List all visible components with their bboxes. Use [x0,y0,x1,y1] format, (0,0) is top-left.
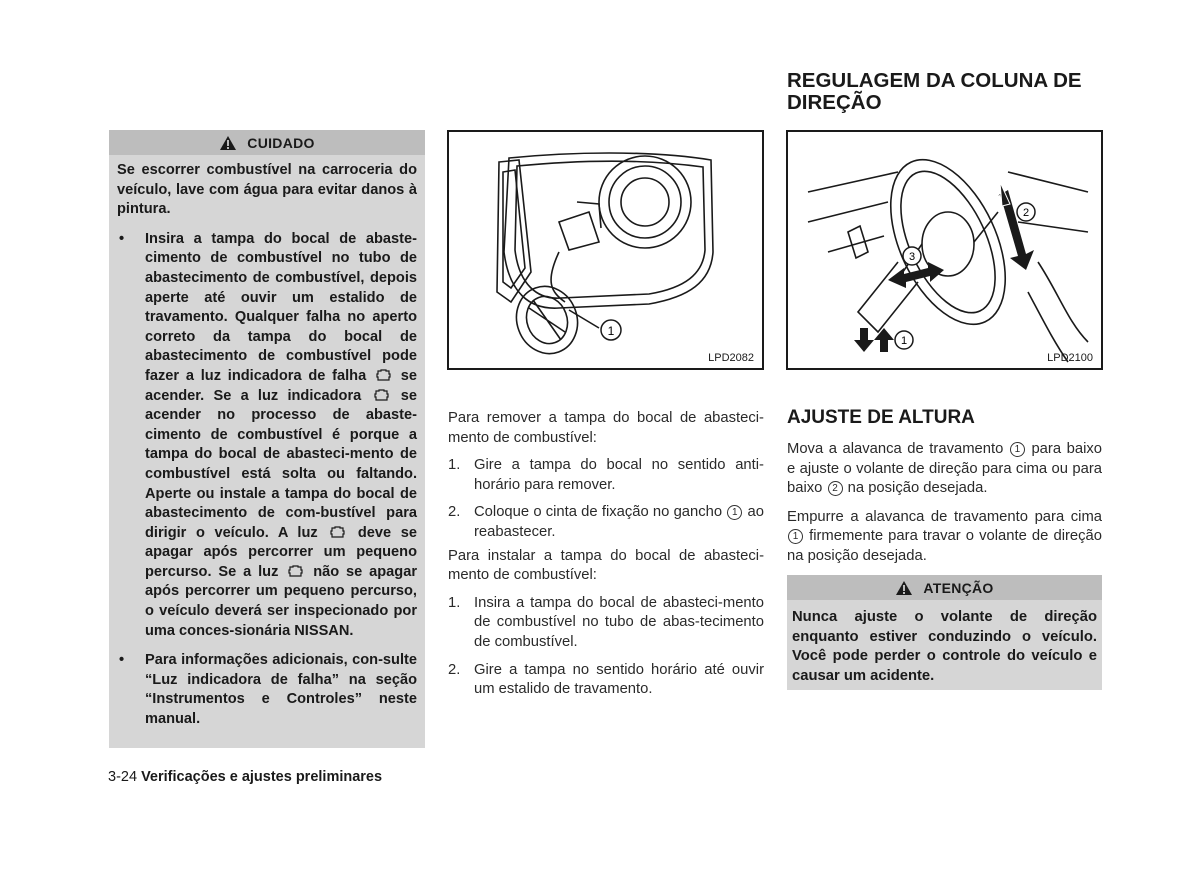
fuel-cap-instructions [448,409,764,700]
caution-bullet-fuel-cap: • Insira a tampa do bocal de abaste-cimento de combustível no tubo de abastecimento de combustível, depois aperte até ouvir um estalido de travamento. Qualquer falha no aperto correto da tampa do bocal de abastecimento de combustível pode fazer a luz indicadora de falha se acender. Se a luz indicadora se acender no processo de abaste-cimento de combustível é porque a tampa do bocal de abasteci-mento de combustível está solta ou faltando. Aperte ou instale a tampa do bocal de abastecimento de com-bustível para dirigir o veículo. A luz deve se apagar após percorrer um pequeno percurso. Se a luz não se apagar após percorrer um pequeno percurso, o veículo deverá ser inspecionado por uma conces-sionária NISSAN. [119,230,417,639]
section-name: Verificações e ajustes preliminares [141,769,383,785]
fuel-cap-figure [447,130,764,370]
warning-triangle-icon [895,580,913,596]
fuel-cap-illustration [449,132,762,368]
malfunction-indicator-icon [375,368,392,382]
page-number: 3-24 [108,769,138,785]
bullet1-text-d: deve se apagar após percorrer um pequeno percurso. Se a luz [145,524,417,580]
bullet1-text-e: não se apagar após percorrer um pequeno percurso, o veículo deverá ser inspecionado por uma conces-sionária NISSAN. [145,563,417,639]
fig1-callout-1: 1 [607,324,615,338]
fig2-callout-1: 1 [900,335,908,347]
fig2-callout-2: 2 [1022,207,1030,219]
warning-triangle-icon [219,135,237,151]
section-subtitle: AJUSTE DE ALTURA [787,407,975,428]
steering-paragraph-2: Empurre a alavanca de travamento para cima 1 firmemente para travar o volante de direção na posição desejada. [787,508,1102,564]
caution-box [109,130,425,748]
warning-box [787,575,1102,690]
page-footer [108,769,382,785]
steering-figure [786,130,1103,370]
warning-heading: ATENÇÃO [923,579,994,596]
bullet1-text-c: se acender no processo de abaste-cimento de combustível é porque a tampa do bocal de abasteci-mento de combustível está solta ou faltando. Aperte ou instale a tampa do bocal de abastecimento de com-bustível para dirigir o veículo. A luz [145,387,417,541]
fig2-callout-3: 3 [908,251,916,263]
ref-circle: 1 [788,529,803,544]
malfunction-indicator-icon [287,564,304,578]
bullet1-text-a: Insira a tampa do bocal de abaste-cimento de combustível no tubo de abastecimento de combustível, depois aperte até ouvir um estalido de travamento. Qualquer falha no aperto correto da tampa do bocal de abastecimento de combustível pode fazer a luz indicadora de falha [145,230,417,384]
caution-heading: CUIDADO [247,134,315,151]
ref-circle: 1 [727,505,742,520]
remove-step-2: 2. Coloque o cinta de fixação no gancho 1 ao reabastecer. [448,504,764,540]
ref-circle: 2 [828,481,843,496]
fig2-label: LPD2100 [1047,352,1093,364]
steering-column-illustration [788,132,1101,368]
caution-bullet-more-info: • Para informações adicionais, con-sulte “Luz indicadora de falha” na seção “Instrumentos e Controles” neste manual. [117,651,417,729]
remove-intro: Para remover a tampa do bocal de abasteci-mento de combustível: [448,410,764,446]
install-step-2: 2. Gire a tampa no sentido horário até ouvir um estalido de travamento. [448,661,764,698]
bullet2-text: Para informações adicionais, con-sulte “Luz indicadora de falha” na seção “Instrumentos e Controles” neste manual. [145,652,417,728]
ref-circle: 1 [1010,442,1025,457]
warning-text: Nunca ajuste o volante de direção enquanto estiver conduzindo o veículo. Você pode perder o controle do veículo e causar um acidente. [792,609,1097,684]
steering-instructions [787,440,1102,567]
fig1-label: LPD2082 [708,352,754,364]
bullet1-text-b: se acender. Se a luz indicadora [145,367,417,404]
remove-step-1: 1. Gire a tampa do bocal no sentido anti-horário para remover. [448,457,764,493]
page-title: REGULAGEM DA COLUNA DE DIREÇÃO [787,69,1082,114]
caution-intro: Se escorrer combustível na carroceria do veículo, lave com água para evitar danos à pintura. [117,162,417,218]
caution-header [109,130,425,155]
malfunction-indicator-icon [329,525,346,539]
steering-paragraph-1: Mova a alavanca de travamento 1 para baixo e ajuste o volante de direção para cima ou para baixo 2 na posição desejada. [787,441,1102,497]
malfunction-indicator-icon [373,388,390,402]
install-step-1: 1. Insira a tampa do bocal de abasteci-mento de combustível no tubo de abas-tecimento de combustível. [448,594,764,650]
install-intro: Para instalar a tampa do bocal de abasteci-mento de combustível: [448,547,764,584]
warning-header [787,575,1102,600]
